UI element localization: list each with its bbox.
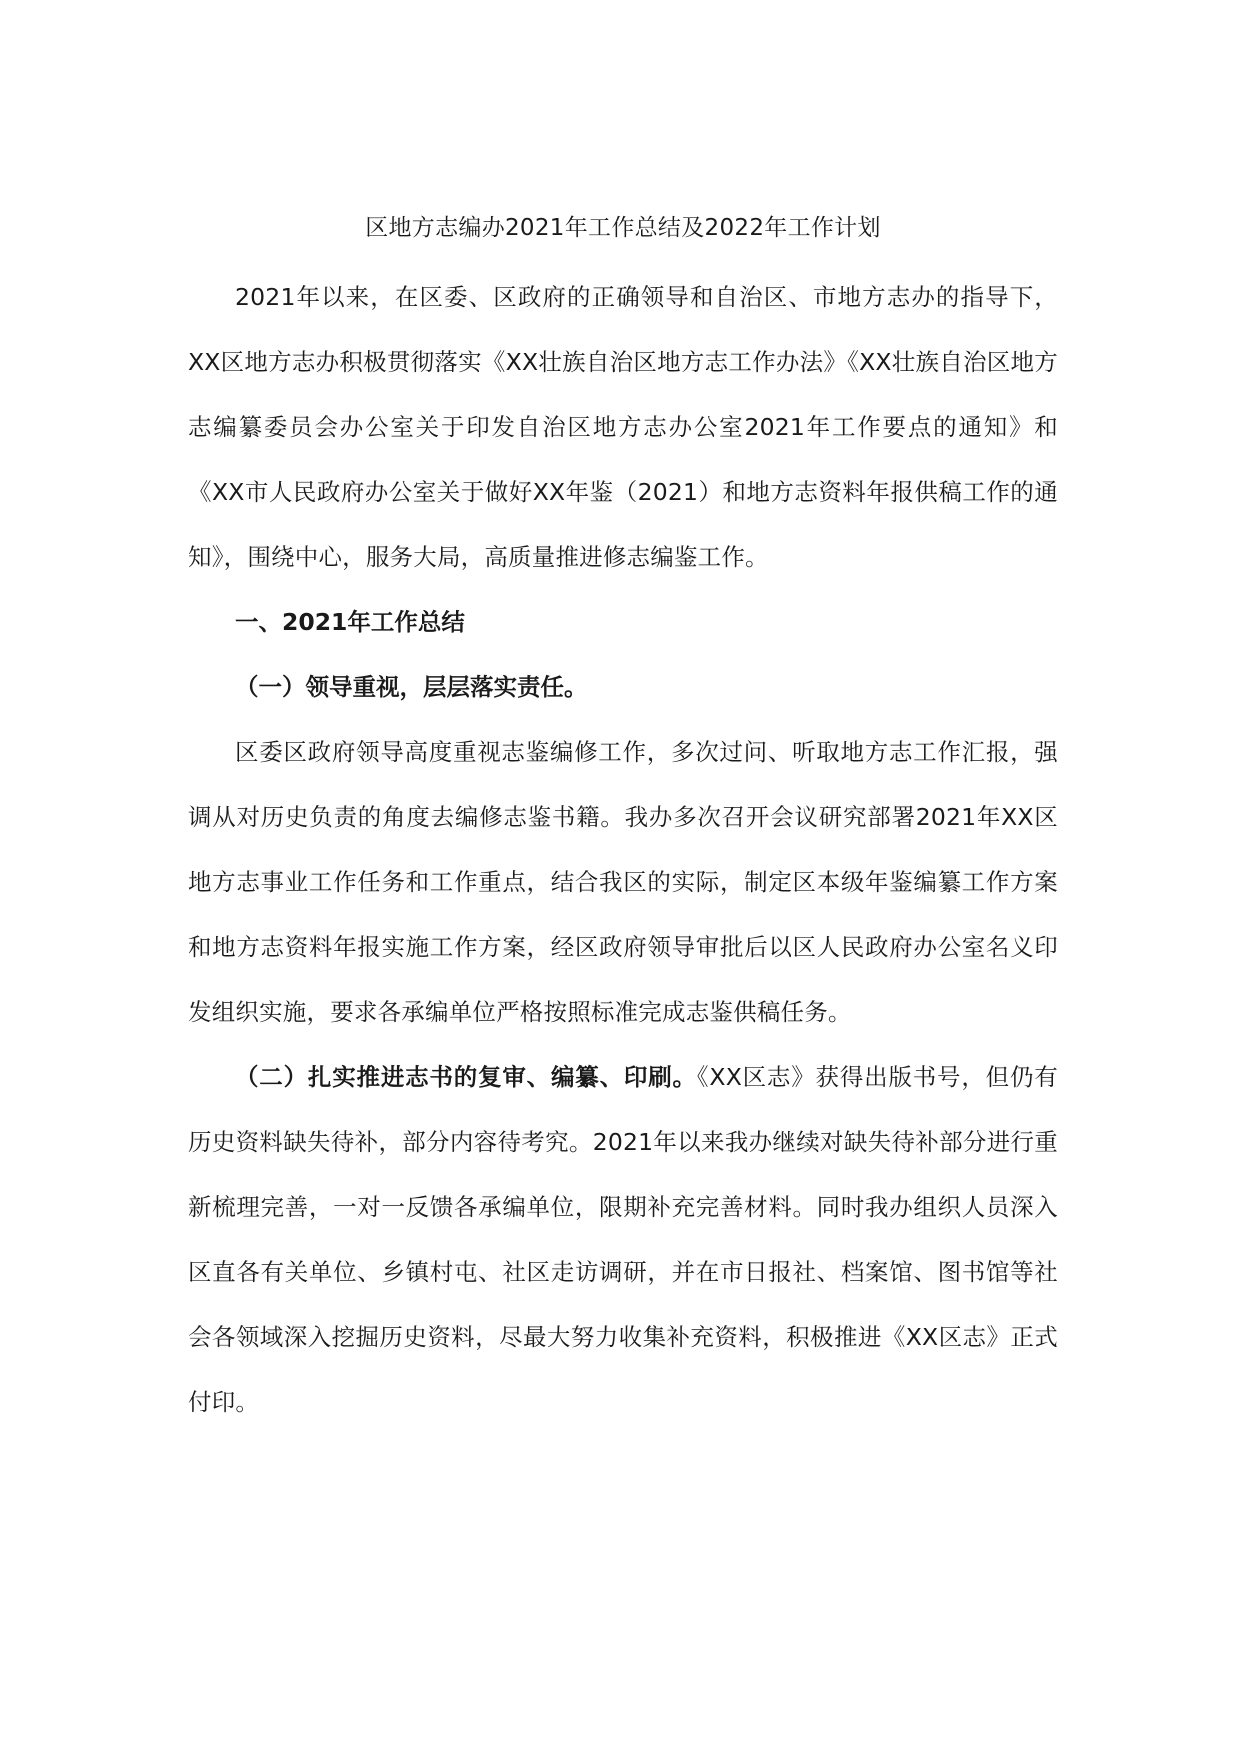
document-title: 区地方志编办2021年工作总结及2022年工作计划 xyxy=(365,215,881,241)
intro-paragraph: 2021年以来，在区委、区政府的正确领导和自治区、市地方志办的指导下，XX区地方志办积极贯彻落实《XX壮族自治区地方志工作办法》《XX壮族自治区地方志编纂委员会办公室关于印发自治区地方志办公室2021年工作要点的通知》和《XX市人民政府办公室关于做好XX年鉴（2021）和地方志资料年报供稿工作的通知》，围绕中心，服务大局，高质量推进修志编鉴工作。 xyxy=(188,283,1058,571)
leadership-paragraph: 区委区政府领导高度重视志鉴编修工作，多次过问、听取地方志工作汇报，强调从对历史负责的角度去编修志鉴书籍。我办多次召开会议研究部署2021年XX区地方志事业工作任务和工作重点，结合我区的实际，制定区本级年鉴编纂工作方案和地方志资料年报实施工作方案，经区政府领导审批后以区人民政府办公室名义印发组织实施，要求各承编单位严格按照标准完成志鉴供稿任务。 xyxy=(188,738,1058,1026)
section-heading-summary: 一、2021年工作总结 xyxy=(235,608,465,636)
compilation-paragraph xyxy=(188,1045,1058,1435)
subsection-heading-leadership: （一）领导重视，层层落实责任。 xyxy=(235,673,588,701)
subsection-heading-compilation: （二）扎实推进志书的复审、编纂、印刷。 xyxy=(235,1063,697,1091)
compilation-body: 《XX区志》获得出版书号，但仍有历史资料缺失待补，部分内容待考究。2021年以来我办继续对缺失待补部分进行重新梳理完善，一对一反馈各承编单位，限期补充完善材料。同时我办组织人员深入区直各有关单位、乡镇村屯、社区走访调研，并在市日报社、档案馆、图书馆等社会各领域深入挖掘历史资料，尽最大努力收集补充资料，积极推进《XX区志》正式付印。 xyxy=(188,1063,1058,1416)
document-body xyxy=(188,205,1058,1435)
